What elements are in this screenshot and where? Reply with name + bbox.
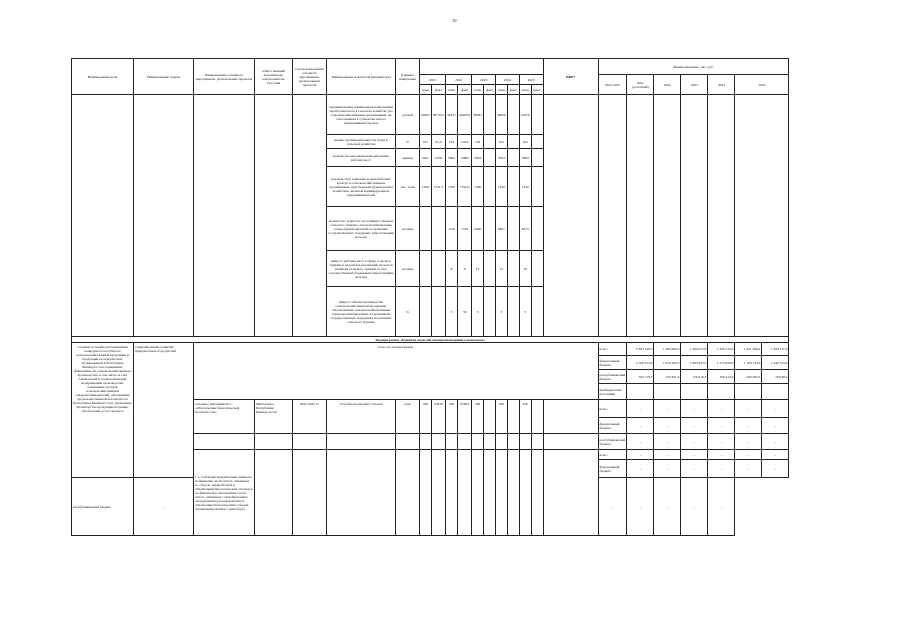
fact-header: факт xyxy=(457,85,471,95)
year-header: 2024 xyxy=(496,75,520,85)
header-task: Наименование задачи xyxy=(134,59,194,95)
fin-year-header: 2024 xyxy=(708,75,735,95)
event-indicator: сбор биологических отходов xyxy=(327,400,396,434)
table-row: создание условий для повышения конкурентоспособности сельскохозяйственной продукции и продукции ее переработки, производимой в Республике Башкортостан, повышение эффективности сельскохозяйственного производства, в том числе за счет технической и технологической модернизации производства, повышение доходов сельскохозяйственных товаропроизводителей, обеспечение продовольственной безопасности Республики Башкортостан, увеличение производства продукции на рынке, обеспечение роста экспорта стимулирование развития приоритетных подотраслей всего по подпрограмме всего 5 493 149,1 1 285 089,3 1 282 017,8 1 326 134,3 1 451 566,2 1 328 211,6 xyxy=(72,343,789,356)
fin-source: всего xyxy=(598,450,627,460)
plan-header: план xyxy=(420,85,432,95)
indicator-name: прирост объема производства сельскохозяйственной продукции, обеспеченный сельскохозяйственными товаропроизводителями, получившими государственную поддержку на развитие сельского туризма xyxy=(327,287,396,337)
program-table xyxy=(71,58,789,536)
fin-source: федеральный бюджет xyxy=(598,356,627,370)
indicator-unit: % xyxy=(396,135,420,149)
header-code: ЦКР* xyxy=(543,59,598,95)
fin-year-header: 2022 xyxy=(654,75,681,95)
indicator-unit: человек xyxy=(396,251,420,287)
page-number: 30 xyxy=(452,18,457,23)
fin-source: федеральный бюджет xyxy=(598,460,627,478)
fin-source: республиканский бюджет xyxy=(598,434,627,450)
fin-source: республиканский бюджет xyxy=(72,478,134,536)
plan-header: план xyxy=(519,85,531,95)
table-row: среднемесячная номинальная начисленная заработная плата в сельском хозяйстве (по сельскохозяйственным организациям, не относящимся к субъектам малого предпринимательства) рублей 34403 36733,2 36137 43460,9 38081 39059 41976 xyxy=(72,95,789,135)
header-finance: Финансирование, тыс. руб. xyxy=(598,59,789,75)
event-executor: Минсельхоз Республики Башкортостан xyxy=(255,400,293,434)
fact-header: факт xyxy=(531,85,543,95)
table-row: федеральный бюджет - - - - - - xyxy=(72,460,789,478)
event-term: 2022-2025 гг. xyxy=(293,400,327,434)
header-executor: Ответственный исполнитель, соисполнитель, участник xyxy=(255,59,293,95)
event-name: 1.1. Субсидии юридическим лицам на возмещение части затрат, связанных со сбором, переработкой и утилизацией биологических отходов и на финансовое обеспечение части затрат, связанных с приобретением оборудования для переработки и утилизации биологических отходов, специализированного транспорта xyxy=(194,450,255,536)
year-header: 2021 xyxy=(420,75,446,85)
indicator-unit: тыс. тонн xyxy=(396,167,420,207)
fin-year-header: 2025 xyxy=(735,75,789,95)
goal-text: создание условий для повышения конкурентоспособности сельскохозяйственной продукции и продукции ее переработки, производимой в Республике Башкортостан, повышение эффективности сельскохозяйственного производства, в том числе за счет технической и технологической модернизации производства, повышение доходов сельскохозяйственных товаропроизводителей, обеспечение продовольственной безопасности Республики Башкортостан, увеличение производства продукции на рынке, обеспечение роста экспорта xyxy=(72,343,134,478)
all-label: всего по подпрограмме xyxy=(194,343,599,400)
table-row: индекс производительности труда в сельском хозяйстве % 107 81,6 103 110,9 103 105 102 xyxy=(72,135,789,149)
indicator-name: среднемесячная номинальная начисленная заработная плата в сельском хозяйстве (по сельскохозяйственным организациям, не относящимся к субъектам малого предпринимательства) xyxy=(327,95,396,135)
table-row: федеральный бюджет 4 706 523,9 1 034 200,5 1 083 937,3 1 274 828,0 1 108 734,0 1 240 744,9 xyxy=(72,356,789,370)
event-name: основное мероприятие 1. «Обеспечение биологической безопасности» xyxy=(194,400,255,434)
indicator-name: валовой сбор зерновых и зернобобовых культур в сельскохозяйственных организациях, крестьянских (фермерских) хозяйствах, включая индивидуальных предпринимателей xyxy=(327,167,396,207)
indicator-unit: рублей xyxy=(396,95,420,135)
table-row: 1.1. Субсидии юридическим лицам на возмещение части затрат, связанных со сбором, переработкой и утилизацией биологических отходов и на финансовое обеспечение части затрат, связанных с приобретением оборудования для переработки и утилизации биологических отходов, специализированного транспорта всего - - - - - - xyxy=(72,450,789,460)
fact-header: факт xyxy=(507,85,519,95)
fin-source: федеральный бюджет xyxy=(598,418,627,434)
indicator-name: количество туристов, посетивших объекты сельского туризма сельскохозяйственных товаропроизводителей, получивших государственную поддержку (нарастающим итогом) xyxy=(327,207,396,251)
event-unit: тонн xyxy=(396,400,420,434)
fin-source: всего xyxy=(598,343,627,356)
table-row: республиканский бюджет 782 719,7 150 301,3 156 619,3 190 313,9 269 285,3 76 048,2 xyxy=(72,370,789,384)
fin-source: республиканский бюджет xyxy=(598,370,627,384)
plan-header: план xyxy=(446,85,458,95)
header-indicator: Наименование показателя (индикатора) xyxy=(327,59,396,95)
header-event: Наименование основного мероприятия, региональных проектов xyxy=(194,59,255,95)
indicator-unit: человек xyxy=(396,207,420,251)
table-row: республиканский бюджет - - - - - - xyxy=(72,434,789,450)
table-row: федеральный бюджет - - - - - - xyxy=(72,418,789,434)
fact-header: факт xyxy=(431,85,445,95)
year-header: 2022 xyxy=(446,75,472,85)
table-row: количество высокопроизводительных рабочих мест единиц 5581 14797 5864 14895 5904 5944 5984 xyxy=(72,149,789,167)
fin-source: всего xyxy=(598,400,627,418)
subprogram-title: Подпрограмма «Развитие отраслей агропромышленного комплекса» xyxy=(72,337,789,343)
header-term: Сроки выполнения основного мероприятия, региональных проектов xyxy=(293,59,327,95)
indicator-unit: % xyxy=(396,287,420,337)
table-row: республиканский бюджет - - - - - - xyxy=(72,478,789,536)
year-header: 2025 xyxy=(519,75,543,85)
fin-year-header: 2021 (отчетный) xyxy=(627,75,654,95)
plan-header: план xyxy=(472,85,484,95)
plan-header: план xyxy=(496,85,508,95)
fin-year-header: 2022-2025 xyxy=(598,75,627,95)
indicator-name: индекс производительности труда в сельском хозяйстве xyxy=(327,135,396,149)
indicator-unit: единиц xyxy=(396,149,420,167)
fact-header: факт xyxy=(484,85,496,95)
header-unit: Единица измере-ния xyxy=(396,59,420,95)
indicator-name: прирост рабочих мест в сфере сельского туризма в результате реализации проектов развития сельского туризма за счет государственной поддержки (нарастающим итогом) xyxy=(327,251,396,287)
table-row: валовой сбор зерновых и зернобобовых культур в сельскохозяйственных организациях, крестьянских (фермерских) хозяйствах, включая индивидуальных предпринимателей тыс. тонн 1230 1721,3 1250 1792,9 1360 1450 1450 xyxy=(72,167,789,207)
table-row: прирост рабочих мест в сфере сельского туризма в результате реализации проектов развития сельского туризма за счет государственной поддержки (нарастающим итогом) человек 8 8 12 15 16 xyxy=(72,251,789,287)
table-row: прирост объема производства сельскохозяйственной продукции, обеспеченный сельскохозяйственными товаропроизводителями, получившими государственную поддержку на развитие сельского туризма % 3 33 3 3 3 xyxy=(72,287,789,337)
table-row: основное мероприятие 1. «Обеспечение биологической безопасности» Минсельхоз Республики Башкортостан 2022-2025 гг. сбор биологических отходов тонн 350 54278 350 67904 350 350 350 всего - - - - - - xyxy=(72,400,789,418)
indicator-name: количество высокопроизводительных рабочих мест xyxy=(327,149,396,167)
year-header: 2023 xyxy=(472,75,496,85)
table-row: количество туристов, посетивших объекты сельского туризма сельскохозяйственных товаропроизводителей, получивших государственную поддержку (нарастающим итогом) человек 1150 1794 9400 9827 8473 xyxy=(72,207,789,251)
header-goal: Наименование цели xyxy=(72,59,134,95)
fin-source: внебюджетные источники xyxy=(598,384,627,400)
fin-year-header: 2023 xyxy=(681,75,708,95)
task-text: стимулирование развития приоритетных подотраслей xyxy=(134,343,194,478)
